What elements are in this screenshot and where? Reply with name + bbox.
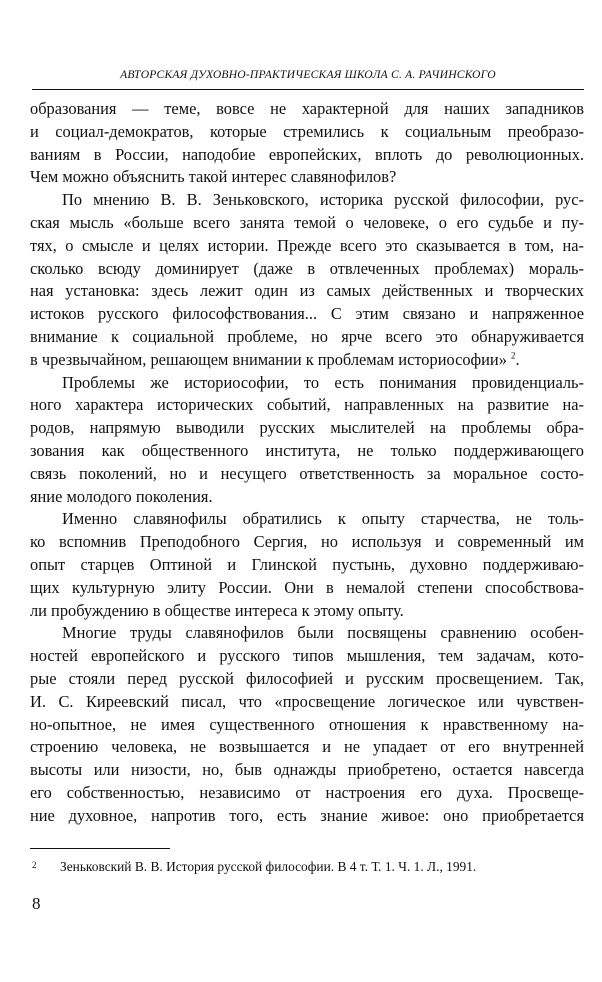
text-line-content: Именно славянофилы обратились к опыту старчества, не толь- xyxy=(62,509,584,529)
text-line xyxy=(30,782,584,805)
paragraph xyxy=(30,189,584,371)
text-line-content: Многие труды славянофилов были посвящены сравнению особен- xyxy=(62,623,584,643)
text-line: в чрезвычайном, решающем внимании к проблемам историософии» $^2$. xyxy=(30,349,520,369)
text-line-content: в чрезвычайном, решающем внимании к проблемам историософии» xyxy=(30,349,507,369)
text-line xyxy=(30,600,584,623)
text-line xyxy=(30,372,584,395)
text-line-content: ко вспомнив Преподобного Сергия, но используя и современный им xyxy=(30,532,584,552)
text-line xyxy=(30,235,584,258)
text-line-content: ностей европейского и русского типов мышления, тем задачам, кото- xyxy=(30,646,584,666)
text-line xyxy=(30,258,584,281)
text-line-content: Чем можно объяснить такой интерес славянофилов? xyxy=(30,167,397,187)
text-line-content: образования — теме, вовсе не характерной для наших западников xyxy=(30,99,584,118)
text-line-content: родов, напрямую выводили русских мыслителей на проблемы обра- xyxy=(30,418,584,438)
text-line-content: зования как общественного института, не только поддерживающего xyxy=(30,440,584,460)
text-line-content: истоков русского философствования... С этим связано и напряженное xyxy=(30,304,584,324)
footnote-text: Зеньковский В. В. История русской философии. В 4 т. Т. 1. Ч. 1. Л., 1991. xyxy=(60,859,477,874)
body-text xyxy=(30,98,584,828)
text-line xyxy=(30,417,584,440)
text-line-content: ние духовное, напротив того, есть знание живое: оно приобретается xyxy=(30,805,584,825)
text-line xyxy=(30,189,584,212)
text-line xyxy=(30,486,584,509)
text-line xyxy=(30,121,584,144)
paragraph xyxy=(30,622,584,827)
text-line xyxy=(30,668,584,691)
text-line xyxy=(30,303,584,326)
text-line-content: ская мысль «больше всего занята темой о человеке, о его судьбе и пу- xyxy=(30,212,584,232)
text-line xyxy=(30,440,584,463)
text-line-content: щих культурную элиту России. Они в немалой степени способствова- xyxy=(30,577,584,597)
page-number: 8 xyxy=(32,894,41,913)
text-line-content: опыт старцев Оптиной и Глинской пустынь, духовно поддерживаю- xyxy=(30,554,584,574)
text-line xyxy=(30,714,584,737)
paragraph xyxy=(30,508,584,622)
text-line-content: внимание к социальной проблеме, но ярче всего это обнаруживается xyxy=(30,326,584,346)
text-line-content: ваниям в России, наподобие европейских, вплоть до революционных. xyxy=(30,144,584,164)
text-line-content: сколько всюду доминирует (даже в отвлеченных проблемах) мораль- xyxy=(30,258,584,278)
text-line xyxy=(30,394,584,417)
text-line xyxy=(30,577,584,600)
header-rule xyxy=(32,89,584,90)
text-line xyxy=(30,645,584,668)
text-line xyxy=(30,622,584,645)
paragraph xyxy=(30,98,584,189)
text-line xyxy=(30,166,584,189)
text-line-content: и социал-демократов, которые стремились к социальным преобразо- xyxy=(30,121,584,141)
text-line xyxy=(30,805,584,828)
text-line-content: строению человека, не возвышается и не упадает от его внутренней xyxy=(30,737,584,757)
text-line xyxy=(30,531,584,554)
text-line-content: Проблемы же историософии, то есть понимания провиденциаль- xyxy=(62,372,584,392)
text-line-content: ная установка: здесь лежит один из самых действенных и творческих xyxy=(30,281,584,301)
text-line xyxy=(30,212,584,235)
footnote xyxy=(32,858,584,876)
text-line-content: его собственностью, независимо от настроения его духа. Просвеще- xyxy=(30,782,584,802)
text-line-content: ли пробуждению в обществе интереса к этому опыту. xyxy=(30,600,404,620)
text-line xyxy=(30,736,584,759)
text-line-content: тях, о смысле и целях истории. Прежде всего это сказывается в том, на- xyxy=(30,235,584,255)
footnote-mark: 2 xyxy=(32,860,37,870)
text-line-content: ного характера исторических событий, направленных на развитие на- xyxy=(30,395,584,415)
running-head: АВТОРСКАЯ ДУХОВНО-ПРАКТИЧЕСКАЯ ШКОЛА С. А. РАЧИНСКОГО xyxy=(120,68,496,81)
text-line xyxy=(30,98,584,121)
footnote-ref: 2 xyxy=(511,350,516,361)
text-line xyxy=(30,326,584,349)
text-line-content: И. С. Киреевский писал, что «просвещение логическое или чувствен- xyxy=(30,691,584,711)
text-line xyxy=(30,144,584,167)
text-line-content: рые стояли перед русской философией и русским просвещением. Так, xyxy=(30,668,584,688)
text-line-content: высоты или низости, но, быв однажды приобретено, остается навсегда xyxy=(30,760,584,780)
text-line xyxy=(30,691,584,714)
paragraph xyxy=(30,372,584,509)
text-line-content: но-опытное, не имея существенного отношения к нравственному на- xyxy=(30,714,584,734)
text-line xyxy=(30,508,584,531)
text-line xyxy=(30,463,584,486)
text-line-content: яние молодого поколения. xyxy=(30,486,213,506)
text-line-content: По мнению В. В. Зеньковского, историка русской философии, рус- xyxy=(62,190,584,210)
text-line xyxy=(30,759,584,782)
text-line xyxy=(30,554,584,577)
footnote-rule xyxy=(30,848,170,849)
text-line xyxy=(30,280,584,303)
text-line-content: связь поколений, но и несущего ответственность за моральное состо- xyxy=(30,463,584,483)
